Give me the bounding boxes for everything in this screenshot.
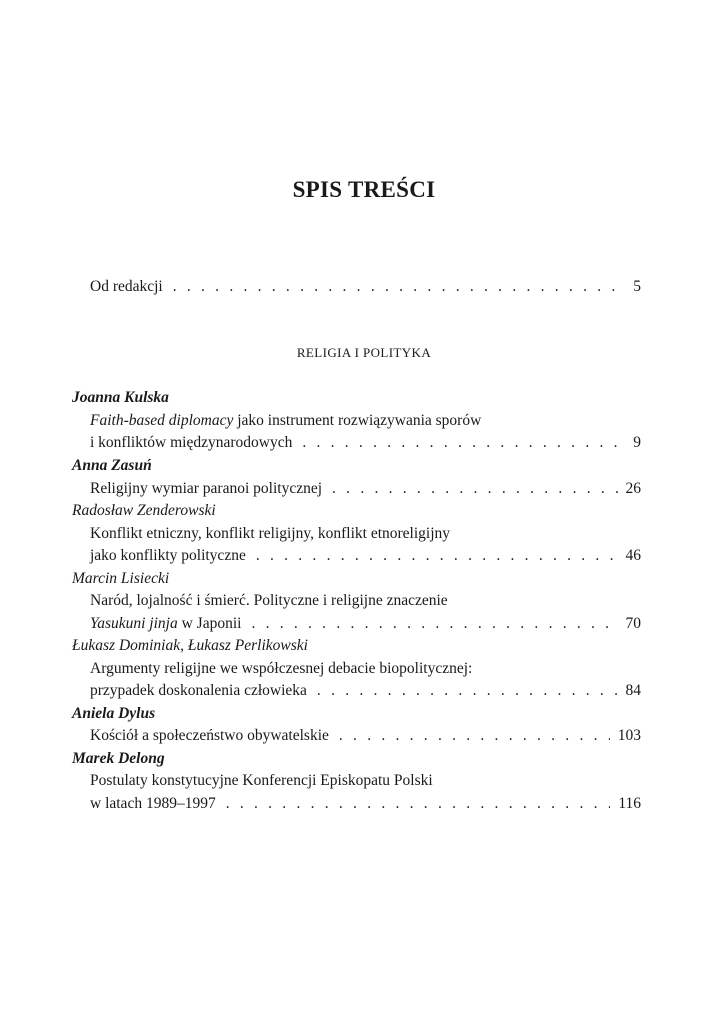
toc-entry-4[interactable] <box>90 614 641 634</box>
toc-entry-6[interactable] <box>90 726 641 746</box>
toc-entry-label: przypadek doskonalenia człowieka <box>90 682 307 699</box>
toc-entry-title-line: Naród, lojalność i śmierć. Polityczne i religijne znaczenie <box>90 592 448 609</box>
toc-entry-3[interactable] <box>90 546 641 566</box>
leader-dots <box>173 277 626 297</box>
toc-entry-7[interactable] <box>90 794 641 814</box>
toc-entry-title-line: Argumenty religijne we współczesnej debacie biopolitycznej: <box>90 660 473 677</box>
toc-author: Radosław Zenderowski <box>72 502 216 519</box>
toc-entry-title-italic: Faith-based diplomacy <box>90 412 234 429</box>
toc-author: Łukasz Dominiak, Łukasz Perlikowski <box>72 637 308 654</box>
toc-entry-title-line: Postulaty konstytucyjne Konferencji Episkopatu Polski <box>90 772 433 789</box>
leader-dots <box>251 614 617 634</box>
toc-entry-2[interactable] <box>90 479 641 499</box>
toc-page-number: 116 <box>618 795 641 812</box>
section-heading: RELIGIA I POLITYKA <box>296 345 432 360</box>
toc-entry-label <box>90 614 241 634</box>
leader-dots <box>256 546 618 566</box>
toc-entry-title-text: w Japonii <box>177 615 242 632</box>
toc-author: Anna Zasuń <box>72 457 152 474</box>
toc-author: Marek Delong <box>72 750 165 767</box>
toc-entry-label: i konfliktów międzynarodowych <box>90 434 293 451</box>
toc-page-number: 103 <box>617 727 641 744</box>
toc-entry-5[interactable] <box>90 681 641 701</box>
leader-dots <box>226 794 611 814</box>
toc-entry-label: Religijny wymiar paranoi politycznej <box>90 480 323 497</box>
toc-entry-1[interactable] <box>90 433 641 453</box>
toc-page-number: 84 <box>625 682 641 699</box>
leader-dots <box>317 681 618 701</box>
toc-entry-title-line: Konflikt etniczny, konflikt religijny, konflikt etnoreligijny <box>90 525 451 542</box>
page-title: SPIS TREŚCI <box>292 177 436 202</box>
toc-author: Aniela Dylus <box>72 705 156 722</box>
toc-page-number: 46 <box>625 547 641 564</box>
toc-entry-title-line <box>90 411 481 431</box>
toc-author: Joanna Kulska <box>72 389 169 406</box>
toc-page-number: 5 <box>633 278 641 295</box>
toc-entry-label: jako konflikty polityczne <box>90 547 246 564</box>
toc-entry-label: Od redakcji <box>90 278 163 295</box>
toc-page-number: 70 <box>625 615 641 632</box>
toc-entry-label: Kościół a społeczeństwo obywatelskie <box>90 727 329 744</box>
toc-entry-intro[interactable] <box>90 277 641 297</box>
toc-entry-title-italic: Yasukuni jinja <box>90 615 178 632</box>
toc-entry-title-text: jako instrument rozwiązywania sporów <box>233 412 482 429</box>
leader-dots <box>339 726 610 746</box>
leader-dots <box>302 433 625 453</box>
toc-entry-label: w latach 1989–1997 <box>90 795 216 812</box>
toc-author: Marcin Lisiecki <box>72 570 170 587</box>
toc-page-number: 26 <box>625 480 641 497</box>
toc-page-number: 9 <box>633 434 641 451</box>
leader-dots <box>332 479 617 499</box>
